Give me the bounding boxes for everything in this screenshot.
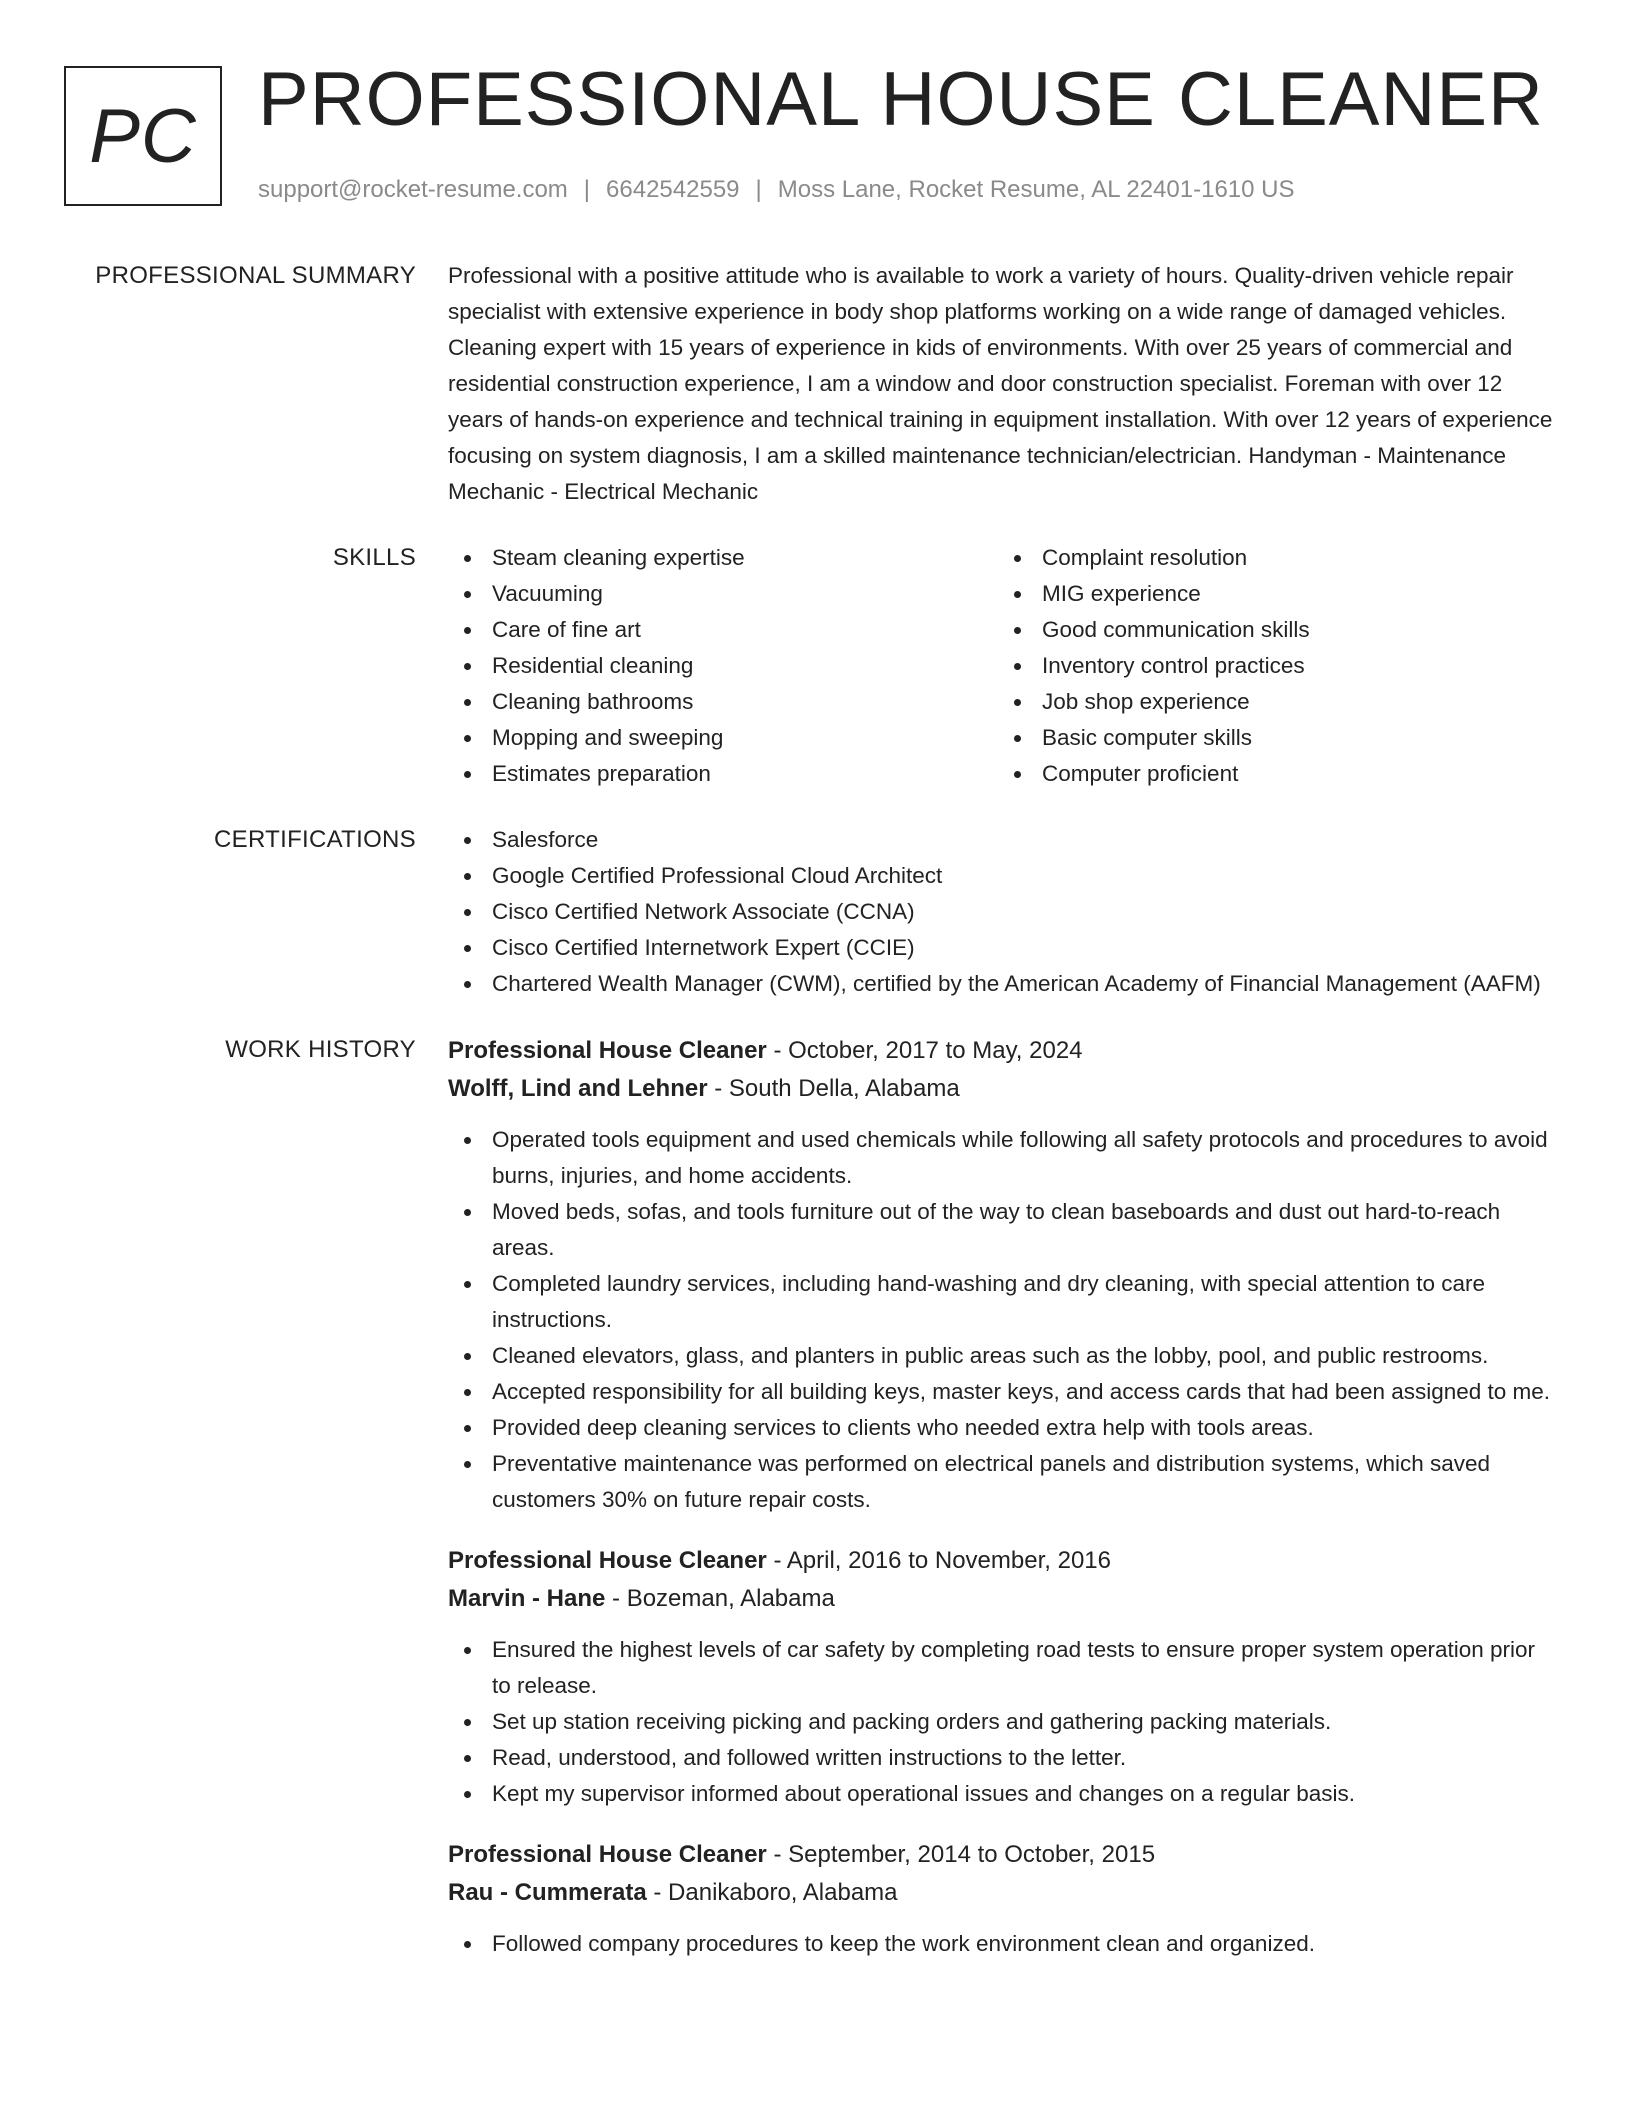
summary-text: Professional with a positive attitude who is available to work a variety of hours. Quality-driven vehicle repair specialist with extensive experience in body shop platforms working on a wide range of damaged vehicles. Cleaning expert with 15 years of experience in kids of environments. With over 25 years of commercial and residential construction experience, I am a window and door construction specialist. Foreman with over 12 years of hands-on experience and technical training in equipment installation. With over 12 years of experience focusing on system diagnosis, I am a skilled maintenance technician/electrician. Handyman - Maintenance Mechanic - Electrical Mechanic bbox=[448, 263, 1553, 504]
job-duty-item: Operated tools equipment and used chemicals while following all safety protocols and procedures to avoid burns, injuries, and home accidents. bbox=[448, 1122, 1558, 1194]
contact-email[interactable]: support@rocket-resume.com bbox=[258, 176, 568, 203]
job-entry bbox=[448, 1836, 1558, 1962]
section-heading-summary: PROFESSIONAL SUMMARY bbox=[95, 262, 416, 289]
skills-body bbox=[448, 540, 1558, 792]
job-location: - Danikaboro, Alabama bbox=[646, 1879, 898, 1906]
certification-item: Cisco Certified Internetwork Expert (CCIE) bbox=[448, 930, 1558, 966]
skill-item: Estimates preparation bbox=[448, 756, 998, 792]
job-duty-item: Followed company procedures to keep the work environment clean and organized. bbox=[448, 1926, 1558, 1962]
job-title: Professional House Cleaner bbox=[448, 1547, 767, 1574]
skill-item: Vacuuming bbox=[448, 576, 998, 612]
job-dates: - October, 2017 to May, 2024 bbox=[766, 1037, 1083, 1064]
skill-item: Steam cleaning expertise bbox=[448, 540, 998, 576]
section-heading-skills: SKILLS bbox=[332, 544, 416, 571]
job-duty-item: Ensured the highest levels of car safety by completing road tests to ensure proper system operation prior to release. bbox=[448, 1632, 1558, 1704]
job-duty-item: Set up station receiving picking and packing orders and gathering packing materials. bbox=[448, 1704, 1558, 1740]
job-title-line bbox=[448, 1032, 1558, 1070]
resume-sections bbox=[0, 258, 1632, 2016]
skills-section bbox=[0, 540, 1632, 792]
job-duty-item: Kept my supervisor informed about operational issues and changes on a regular basis. bbox=[448, 1776, 1558, 1812]
job-company: Wolff, Lind and Lehner bbox=[448, 1075, 708, 1102]
summary-section bbox=[0, 258, 1632, 510]
skills-list-left bbox=[448, 540, 998, 792]
job-duties-list bbox=[448, 1926, 1558, 1962]
job-entry bbox=[448, 1542, 1558, 1812]
job-company: Rau - Cummerata bbox=[448, 1879, 647, 1906]
skill-item: Basic computer skills bbox=[998, 720, 1548, 756]
skill-item: Care of fine art bbox=[448, 612, 998, 648]
skill-item: MIG experience bbox=[998, 576, 1548, 612]
certification-item: Chartered Wealth Manager (CWM), certified by the American Academy of Financial Management (AAFM) bbox=[448, 966, 1558, 1002]
work-history-body bbox=[448, 1032, 1558, 1986]
job-company-line bbox=[448, 1070, 1558, 1108]
contact-line bbox=[258, 176, 1295, 204]
job-entry bbox=[448, 1032, 1558, 1518]
monogram-box bbox=[64, 66, 222, 206]
skill-item: Inventory control practices bbox=[998, 648, 1548, 684]
job-title: Professional House Cleaner bbox=[448, 1841, 767, 1868]
job-title-line bbox=[448, 1836, 1558, 1874]
certification-item: Google Certified Professional Cloud Architect bbox=[448, 858, 1558, 894]
skills-list-right bbox=[998, 540, 1548, 792]
contact-address: Moss Lane, Rocket Resume, AL 22401-1610 US bbox=[777, 176, 1295, 203]
contact-separator: | bbox=[583, 176, 591, 203]
job-company-line bbox=[448, 1874, 1558, 1912]
section-heading-work-history: WORK HISTORY bbox=[225, 1036, 416, 1063]
job-duty-item: Read, understood, and followed written instructions to the letter. bbox=[448, 1740, 1558, 1776]
job-duty-item: Cleaned elevators, glass, and planters in public areas such as the lobby, pool, and public restrooms. bbox=[448, 1338, 1558, 1374]
certification-item: Cisco Certified Network Associate (CCNA) bbox=[448, 894, 1558, 930]
job-duty-item: Moved beds, sofas, and tools furniture out of the way to clean baseboards and dust out hard-to-reach areas. bbox=[448, 1194, 1558, 1266]
job-duty-item: Provided deep cleaning services to clients who needed extra help with tools areas. bbox=[448, 1410, 1558, 1446]
certification-item: Salesforce bbox=[448, 822, 1558, 858]
job-location: - South Della, Alabama bbox=[707, 1075, 960, 1102]
skill-item: Computer proficient bbox=[998, 756, 1548, 792]
monogram-initials: PC bbox=[89, 93, 197, 179]
job-company-line bbox=[448, 1580, 1558, 1618]
skill-item: Residential cleaning bbox=[448, 648, 998, 684]
job-dates: - September, 2014 to October, 2015 bbox=[766, 1841, 1156, 1868]
skill-item: Good communication skills bbox=[998, 612, 1548, 648]
work-history-section bbox=[0, 1032, 1632, 1986]
job-title: Professional House Cleaner bbox=[448, 1037, 767, 1064]
job-title-line bbox=[448, 1542, 1558, 1580]
job-duty-item: Accepted responsibility for all building keys, master keys, and access cards that had been assigned to me. bbox=[448, 1374, 1558, 1410]
certifications-list bbox=[448, 822, 1558, 1002]
job-location: - Bozeman, Alabama bbox=[605, 1585, 835, 1612]
section-heading-certifications: CERTIFICATIONS bbox=[214, 826, 416, 853]
job-duty-item: Completed laundry services, including hand-washing and dry cleaning, with special attention to care instructions. bbox=[448, 1266, 1558, 1338]
contact-phone[interactable]: 6642542559 bbox=[606, 176, 740, 203]
resume-title: PROFESSIONAL HOUSE CLEANER bbox=[258, 57, 1544, 142]
job-company: Marvin - Hane bbox=[448, 1585, 606, 1612]
skill-item: Complaint resolution bbox=[998, 540, 1548, 576]
job-duties-list bbox=[448, 1632, 1558, 1812]
certifications-section bbox=[0, 822, 1632, 1002]
certifications-body bbox=[448, 822, 1558, 1002]
skill-item: Mopping and sweeping bbox=[448, 720, 998, 756]
job-duty-item: Preventative maintenance was performed on electrical panels and distribution systems, which saved customers 30% on future repair costs. bbox=[448, 1446, 1558, 1518]
skill-item: Cleaning bathrooms bbox=[448, 684, 998, 720]
job-duties-list bbox=[448, 1122, 1558, 1518]
job-dates: - April, 2016 to November, 2016 bbox=[766, 1547, 1111, 1574]
summary-body bbox=[448, 258, 1558, 510]
contact-separator: | bbox=[755, 176, 762, 203]
skill-item: Job shop experience bbox=[998, 684, 1548, 720]
